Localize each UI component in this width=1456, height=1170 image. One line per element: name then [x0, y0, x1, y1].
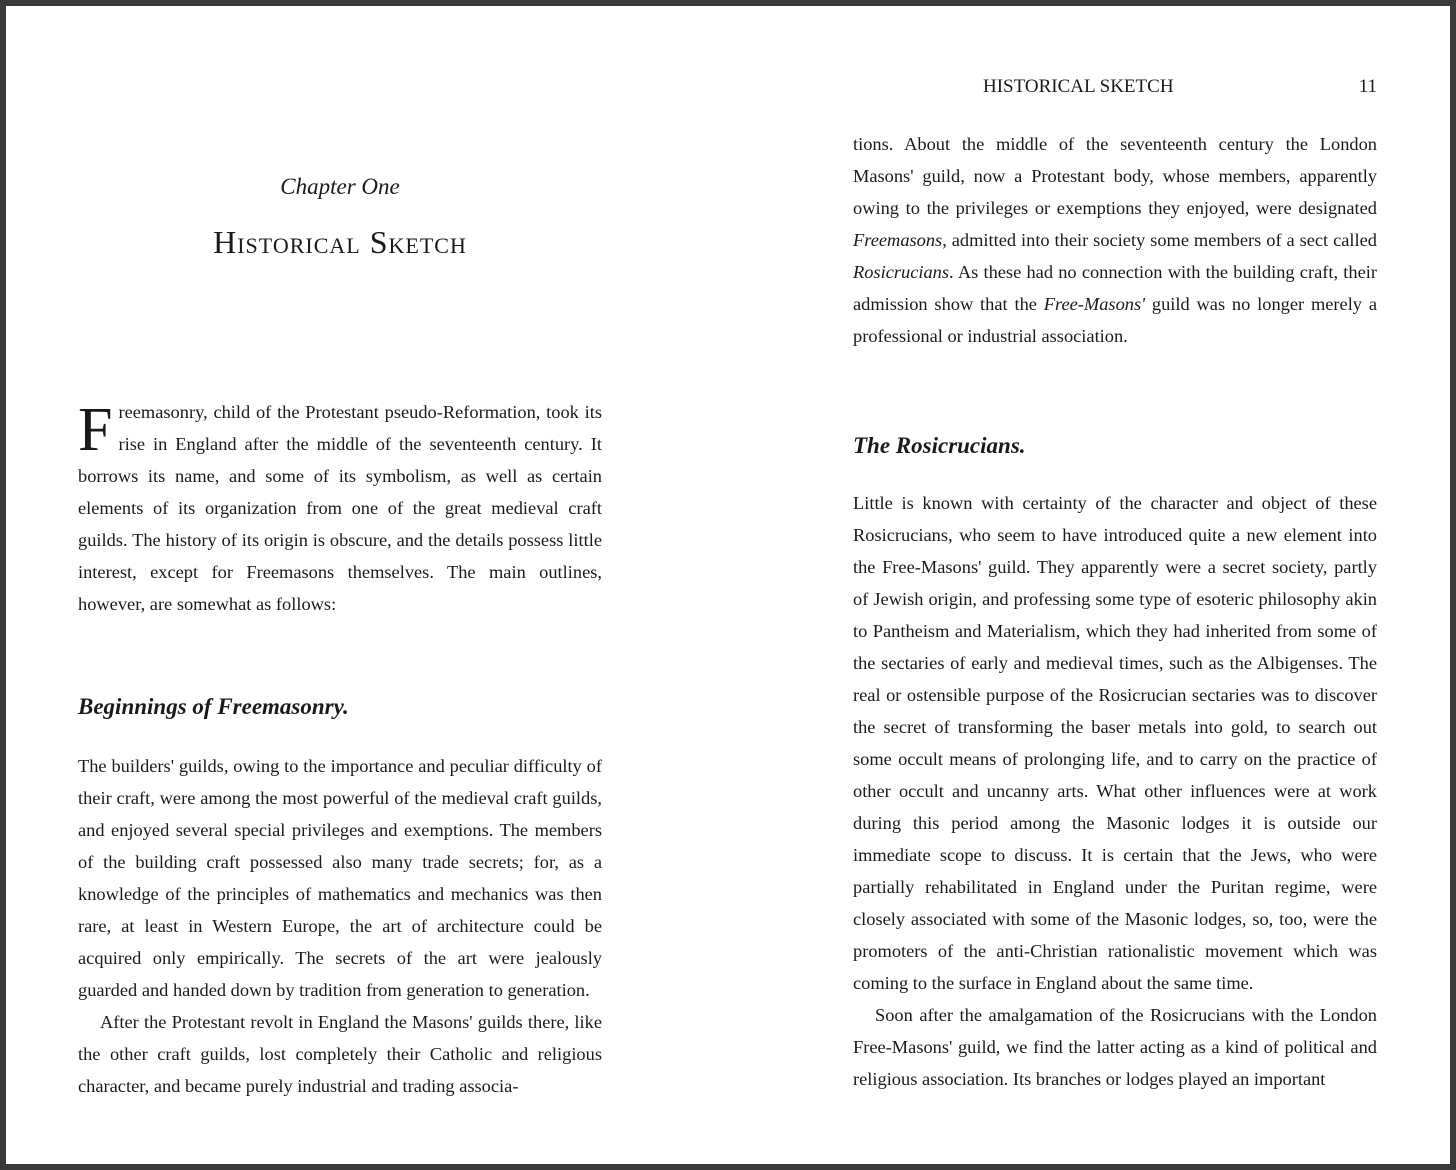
right-body-block — [853, 487, 1377, 1095]
continuation-text-1: tions. About the middle of the seventeenth century the London Masons' guild, now a Protestant body, whose members, apparently owing to the privileges or exemptions they enjoyed, were designated — [853, 134, 1377, 218]
continuation-text-2: , admitted into their society some members of a sect called — [942, 230, 1377, 250]
body-paragraph: Little is known with certainty of the character and object of these Rosicrucians, who seem to have introduced quite a new element into the Free-Masons' guild. They apparently were a secret society, partly of Jewish origin, and professing some type of esoteric philosophy akin to Pantheism and Materialism, which they had inherited from some of the sectaries of early and medieval times, such as the Albigenses. The real or ostensible purpose of the Rosicrucian sectaries was to discover the secret of transforming the baser metals into gold, to search out some occult means of prolonging life, and to carry on the practice of other occult and uncanny arts. What other influences were at work during this period among the Masonic lodges it is outside our immediate scope to discuss. It is certain that the Jews, who were partially rehabilitated in England under the Puritan regime, were closely associated with some of the Masonic lodges, so, too, were the promoters of the anti-Christian rationalistic movement which was coming to the surface in England about the same time. — [853, 493, 1377, 993]
continuation-block — [853, 128, 1377, 352]
emphasis-free-masons: Free-Masons' — [1043, 294, 1146, 314]
right-page — [853, 6, 1377, 1164]
book-spread — [6, 6, 1450, 1164]
body-paragraph: After the Protestant revolt in England the Masons' guilds there, like the other craft guilds, lost completely their Catholic and religious character, and became purely industrial and trading associa- — [78, 1012, 602, 1096]
intro-paragraph — [78, 396, 602, 620]
chapter-title: Historical Sketch — [213, 224, 467, 260]
left-page — [78, 6, 602, 1164]
continuation-text-4: guild was no longer merely a professional or industrial association. — [853, 294, 1377, 346]
chapter-label: Chapter One — [280, 174, 400, 199]
intro-text: reemasonry, child of the Protestant pseudo-Reformation, took its rise in England after the middle of the seventeenth century. It borrows its name, and some of its symbolism, as well as certain elements of its organization from one of the great medieval craft guilds. The history of its origin is obscure, and the details possess little interest, except for Freemasons themselves. The main outlines, however, are somewhat as follows: — [78, 402, 602, 614]
page-number: 11 — [1358, 76, 1377, 97]
running-title: HISTORICAL SKETCH — [983, 76, 1174, 97]
intro-paragraph-block — [78, 396, 602, 620]
emphasis-freemasons: Freemasons — [853, 230, 943, 250]
body-paragraph: The builders' guilds, owing to the importance and peculiar difficulty of their craft, were among the most powerful of the medieval craft guilds, and enjoyed several special privileges and exemptions. The members of the building craft possessed also many trade secrets; for, as a knowledge of the principles of mathematics and mechanics was then rare, at least in Western Europe, the art of architecture could be acquired only empirically. The secrets of the art were jealously guarded and handed down by tradition from generation to generation. — [78, 756, 602, 1000]
drop-cap: F — [78, 396, 113, 464]
section-heading-rosicrucians: The Rosicrucians. — [853, 433, 1026, 458]
left-body-block — [78, 750, 602, 1102]
section-heading-beginnings: Beginnings of Freemasonry. — [78, 694, 349, 719]
continuation-text-3: . As these had no connection with the building craft, their admission show that the — [853, 262, 1377, 314]
continuation-paragraph — [853, 128, 1377, 352]
body-paragraph: Soon after the amalgamation of the Rosicrucians with the London Free-Masons' guild, we find the latter acting as a kind of political and religious association. Its branches or lodges played an important — [853, 1005, 1377, 1089]
emphasis-rosicrucians: Rosicrucians — [853, 262, 950, 282]
